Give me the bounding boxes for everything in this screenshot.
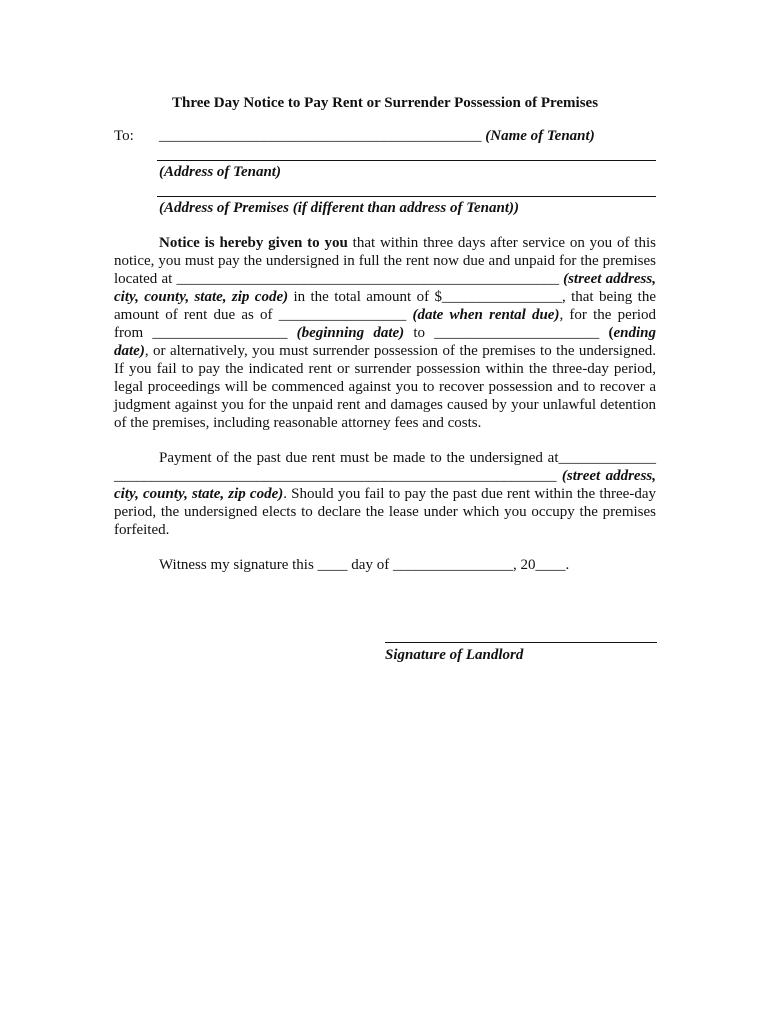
notice-text-1: that within three days after service on you of this notice, you must pay the undersigned in full the rent now due and unpaid for the premises located at ___________________________________________________ — [114, 235, 656, 287]
notice-lead: Notice is hereby given to you — [159, 235, 348, 251]
notice-text-2: in the total amount of $________________, that being the amount of rent due as of _________________ — [114, 289, 656, 323]
notice-text-5: , or alternatively, you must surrender possession of the premises to the undersigned. If you fail to pay the indicated rent or surrender possession within the three-day period, legal proceedings will be commenced against you to recover possession and to recover a judgment against you for the unpaid rent and damages caused by your unlawful detention of the premises, including reasonable attorney fees and costs. — [114, 343, 656, 431]
address-of-premises-label: (Address of Premises (if different than address of Tenant)) — [159, 200, 519, 216]
date-due-label: (date when rental due) — [412, 307, 560, 323]
beginning-date-label: (beginning date) — [296, 325, 405, 341]
payment-text-2: . Should you fail to pay the past due rent within the three-day period, the undersigned elects to declare the lease under which you occupy the premises forfeited. — [114, 486, 656, 538]
address-of-premises-rule — [157, 196, 656, 197]
ending-date-label: ending date) — [114, 325, 656, 359]
notice-paragraph — [114, 234, 656, 432]
signature-of-landlord-label: Signature of Landlord — [385, 647, 524, 663]
payment-paragraph — [114, 449, 656, 539]
payment-text-1: Payment of the past due rent must be made to the undersigned at_____________ ___________________________________________________________ — [114, 450, 656, 484]
address-of-tenant-rule — [157, 160, 656, 161]
notice-text-3: , for the period from __________________ — [114, 307, 656, 341]
name-of-tenant-label: (Name of Tenant) — [485, 128, 595, 144]
witness-line: Witness my signature this ____ day of ________________, 20____. — [159, 557, 570, 573]
notice-text-4: to ______________________ — [404, 325, 609, 341]
document-title: Three Day Notice to Pay Rent or Surrender Possession of Premises — [171, 95, 599, 111]
to-label: To: — [114, 128, 134, 144]
address-of-tenant-label: (Address of Tenant) — [159, 164, 281, 180]
signature-rule — [385, 642, 657, 643]
tenant-name-line — [159, 127, 595, 145]
premises-address-label: (street address, city, county, state, zip code) — [114, 271, 656, 305]
payment-address-label: (street address, city, county, state, zip code) — [114, 468, 656, 502]
tenant-name-blank: ___________________________________________ — [159, 128, 482, 144]
ending-paren: ( — [608, 325, 614, 341]
